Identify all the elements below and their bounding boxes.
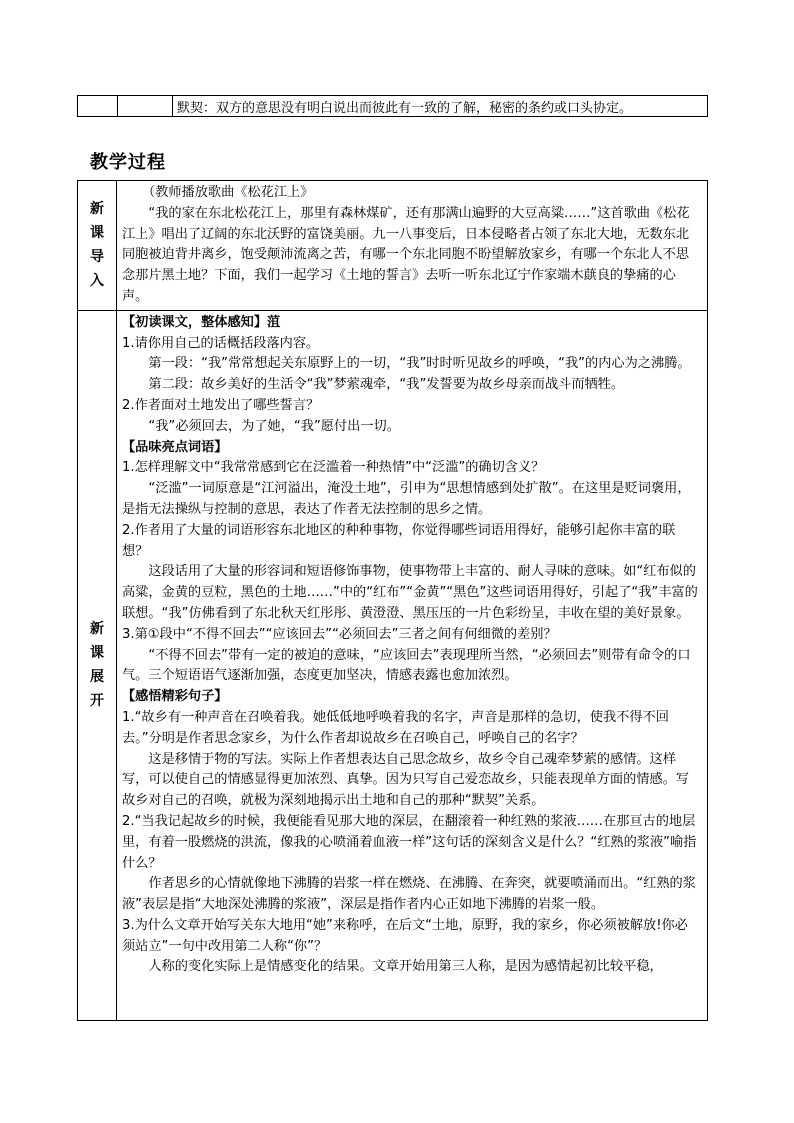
question: 3.为什么文章开始写关东大地用“她”来称呼，在后文“土地，原野，我的家乡，你必须被解放!你必须站立”一句中改用第二人称“你”？	[122, 917, 688, 954]
question: 1.“故乡有一种声音在召唤着我。她低低地呼唤着我的名字，声音是那样的急切，使我不得不回去。”分明是作者思念家乡，为什么作者却说故乡在召唤自己，呼唤自己的名字？	[122, 709, 669, 746]
empty-cell	[78, 96, 118, 117]
label-char: 展	[90, 669, 104, 686]
question: 1.怎样理解文中“我常常感到它在泛滥着一种热情”中“泛滥”的确切含义？	[122, 460, 545, 476]
answer: 这是移情于物的写法。实际上作者想表达自己思念故乡，故乡令自己魂牵梦萦的感情。这样写，可以使自己的情感显得更加浓烈、真挚。因为只写自己爱恋故乡，只能表现单方面的情感。写故乡对自己的召唤，就极为深刻地揭示出土地和自己的那种“默契”关系。	[122, 751, 690, 809]
question: 3.第①段中“不得不回去”“应该回去”“必须回去”三者之间有何细微的差别？	[122, 626, 557, 642]
vocab-table-row	[77, 95, 708, 117]
section-title: 教学过程	[90, 152, 166, 173]
answer: 第一段：“我”常常想起关东原野上的一切，“我”时时听见故乡的呼唤，“我”的内心为之沸腾。	[148, 356, 691, 372]
question: 2.“当我记起故乡的时候，我便能看见那大地的深层，在翻滚着一种红熟的浆液……在那亘古的地层里，有着一股燃烧的洪流，像我的心喷涌着血液一样”这句话的深刻含义是什么？“红熟的浆液”喻指什么？	[122, 813, 697, 871]
teaching-process-table	[77, 180, 708, 1021]
question: 2.作者用了大量的词语形容东北地区的种种事物，你觉得哪些词语用得好，能够引起你丰富的联想？	[122, 522, 676, 559]
intro-paragraph: “我的家在东北松花江上，那里有森林煤矿，还有那满山遍野的大豆高粱……”这首歌曲《松花江上》唱出了辽阔的东北沃野的富饶美丽。九一八事变后，日本侵略者占领了东北大地，无数东北同胞被迫背井离乡，饱受颠沛流离之苦，有哪一个东北同胞不盼望解放家乡，有哪一个东北人不思念那片黑土地？下面，我们一起学习《土地的誓言》去听一听东北辽宁作家端木蕻良的挚痛的心声。	[122, 205, 690, 304]
label-char: 课	[90, 645, 104, 662]
section-heading: 【初读课文，整体感知】菹	[122, 314, 281, 330]
intro-label	[78, 181, 117, 311]
answer: 这段话用了大量的形容词和短语修饰事物，使事物带上丰富的、耐人寻味的意味。如“红布似的高粱，金黄的豆粒，黑色的土地……”中的“红布”“金黄”“黑色”这些词语用得好，引起了“我”丰富的联想。“我”仿佛看到了东北秋天红彤彤、黄澄澄、黑压压的一片色彩纷呈，丰收在望的美好景象。	[122, 564, 698, 621]
question: 2.作者面对土地发出了哪些誓言？	[122, 397, 320, 413]
question: 1.请你用自己的话概括段落内容。	[122, 335, 320, 351]
label-char: 开	[90, 693, 104, 710]
intro-content	[117, 181, 708, 311]
answer: 作者思乡的心情就像地下沸腾的岩浆一样在燃烧、在沸腾、在奔突，就要喷涌而出。“红熟的浆液”表层是指“大地深处沸腾的浆液”，深层是指作者内心正如地下沸腾的岩浆一般。	[122, 876, 696, 913]
label-char: 课	[90, 225, 104, 242]
label-char: 导	[90, 249, 104, 266]
label-char: 新	[90, 621, 104, 638]
answer: “泛滥”一词原意是“江河溢出，淹没土地”，引申为“思想情感到处扩散”。在这里是贬词褒用，是指无法操纵与控制的意思，表达了作者无法控制的思乡之情。	[122, 481, 691, 517]
answer: “不得不回去”带有一定的被迫的意味，“应该回去”表现理所当然，“必须回去”则带有命令的口气。三个短语语气逐渐加强，态度更加坚决，情感表露也愈加浓烈。	[122, 647, 691, 684]
label-char: 新	[90, 201, 104, 218]
answer: “我”必须回去，为了她，“我”愿付出一切。	[148, 418, 400, 434]
answer: 第二段：故乡美好的生活令“我”梦萦魂牵，“我”发誓要为故乡母亲而战斗而牺牲。	[148, 377, 625, 393]
section-heading: 【感悟精彩句子】	[122, 689, 228, 705]
section-heading: 【品味亮点词语】	[122, 439, 228, 455]
empty-cell	[118, 96, 173, 117]
develop-row	[78, 310, 708, 1020]
answer: 人称的变化实际上是情感变化的结果。文章开始用第三人称，是因为感情起初比较平稳，	[148, 959, 663, 975]
vocab-definition: 默契：双方的意思没有明白说出而彼此有一致的了解，秘密的条约或口头协定。	[173, 96, 708, 117]
develop-label	[78, 310, 117, 1020]
develop-content	[117, 310, 708, 1020]
label-char: 入	[90, 273, 104, 290]
intro-row	[78, 181, 708, 311]
intro-note: （教师播放歌曲《松花江上》	[142, 185, 314, 200]
